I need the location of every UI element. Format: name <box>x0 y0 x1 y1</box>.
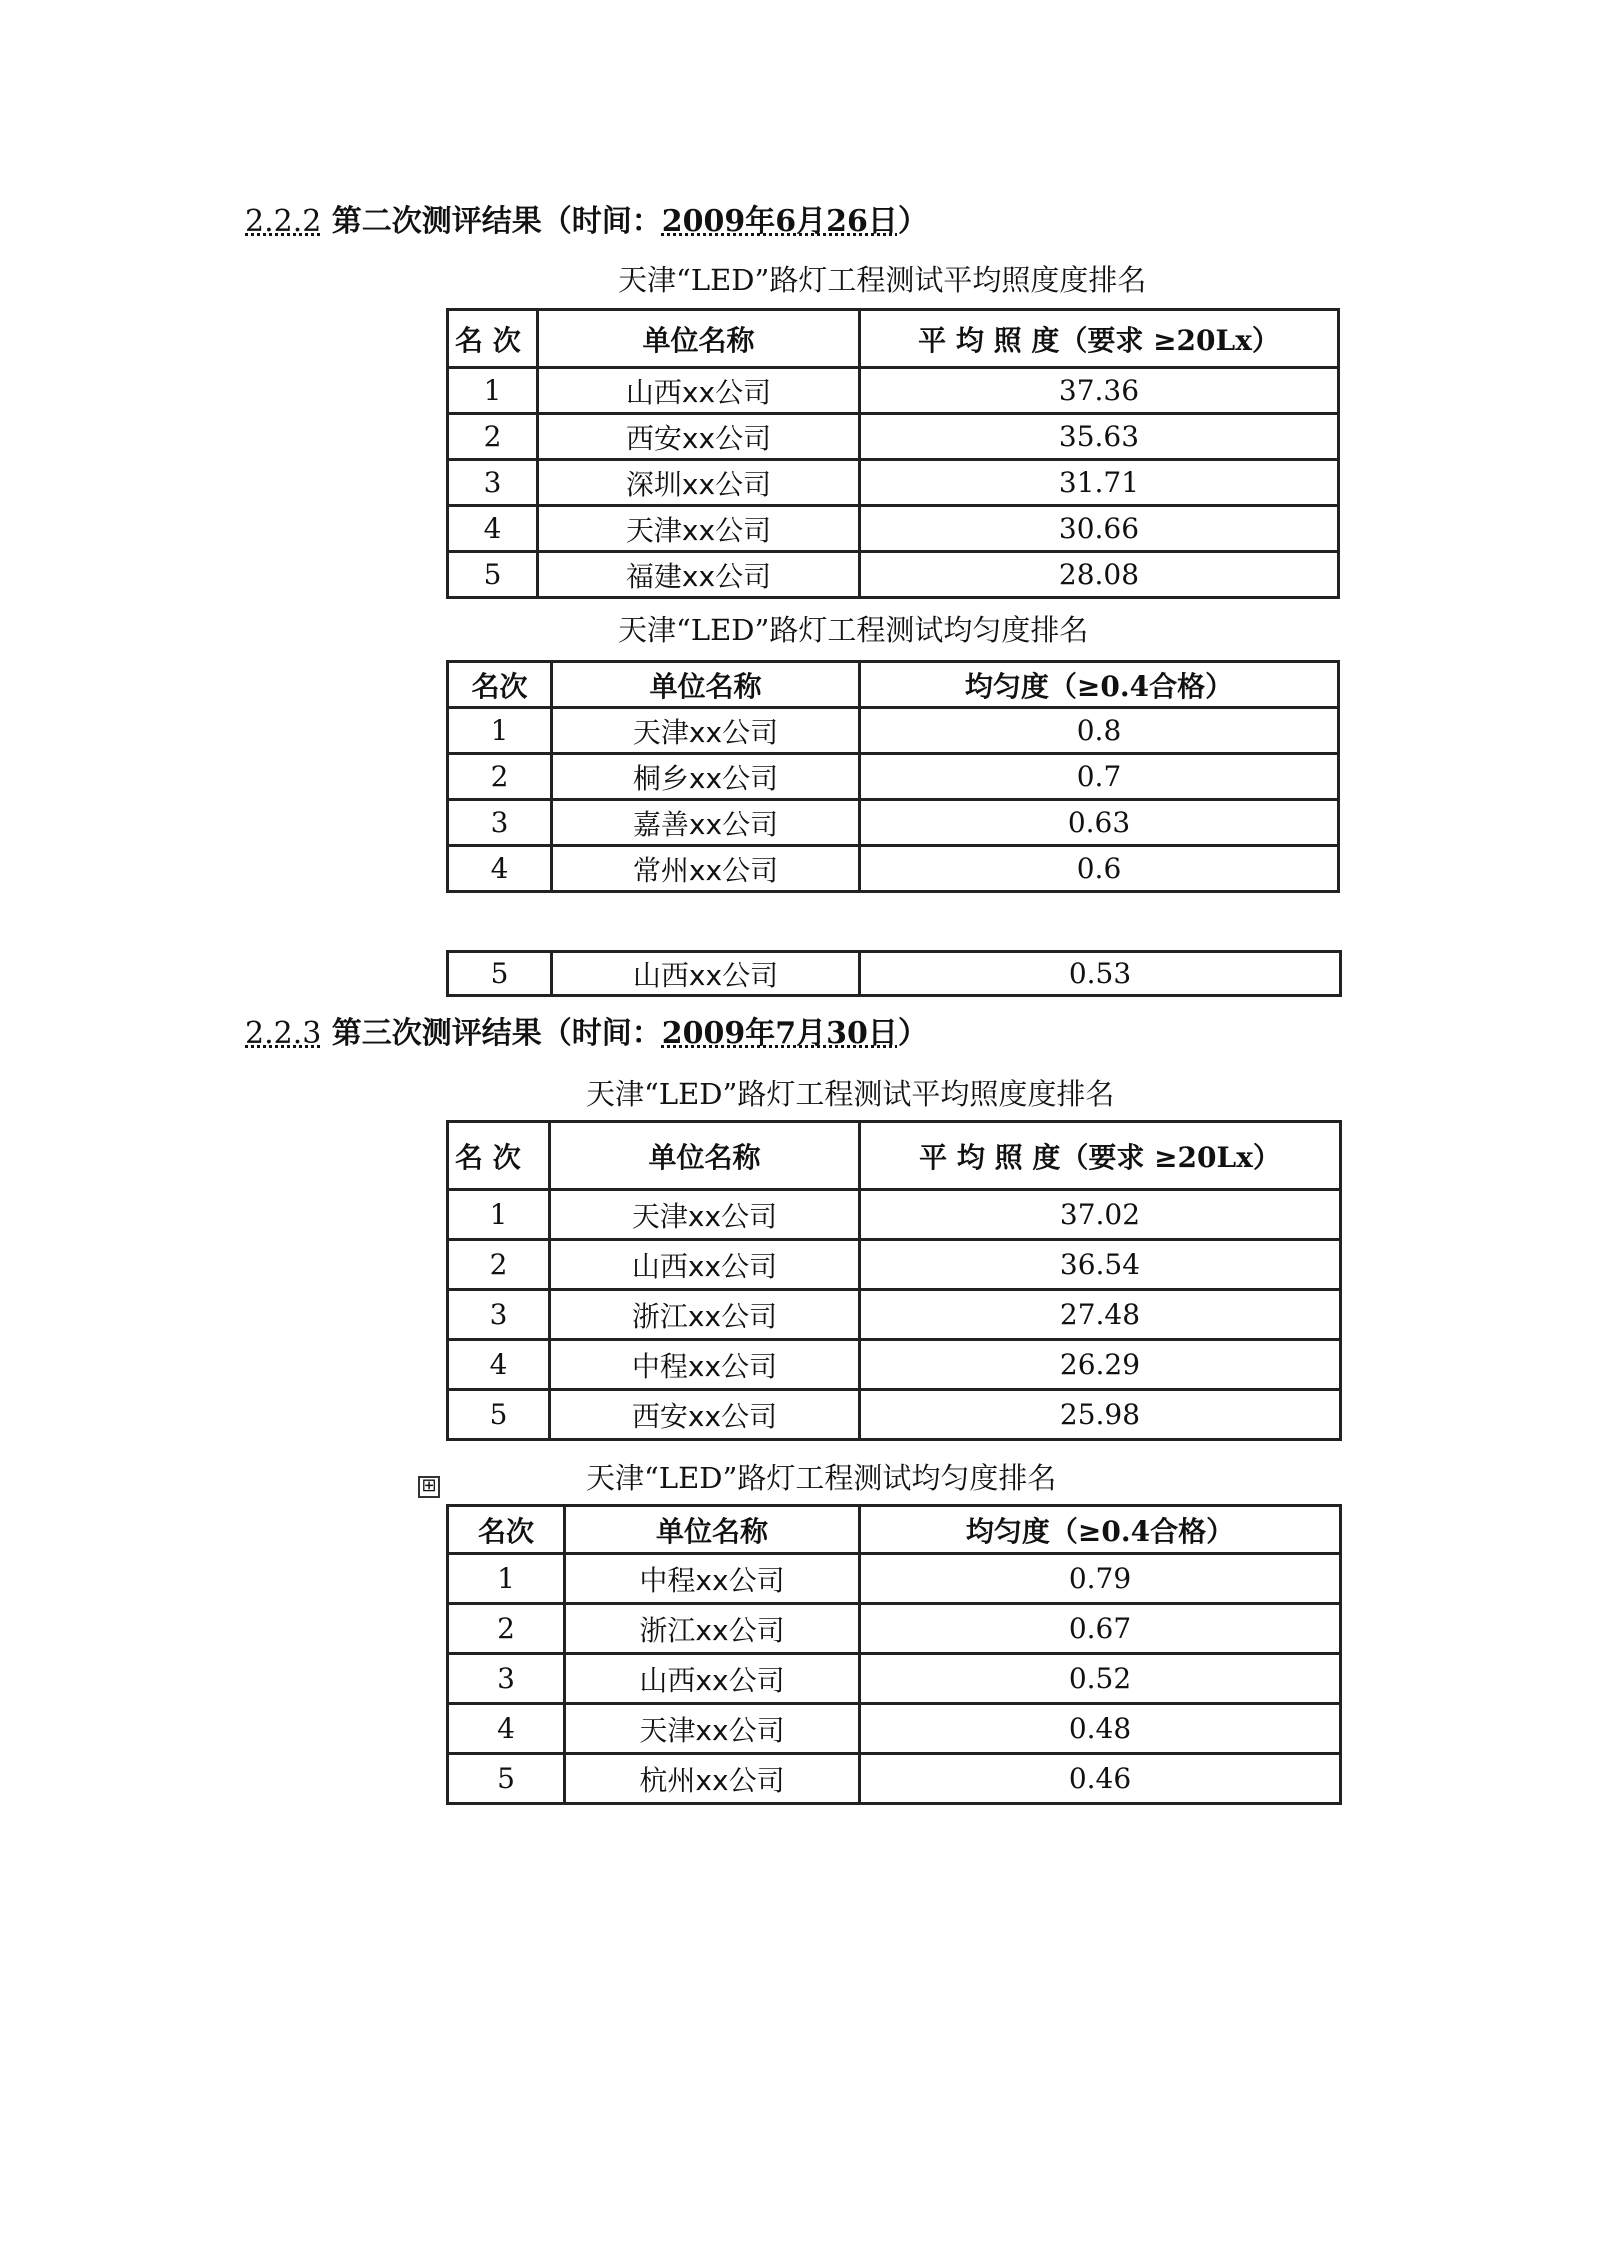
company-cell: 西安xx公司 <box>538 414 860 460</box>
table-caption-brightness-2: 天津“LED”路灯工程测试平均照度度排名 <box>618 263 1147 297</box>
table-row <box>448 1654 1341 1704</box>
section-title-close: ） <box>897 1016 928 1051</box>
value-cell: 0.63 <box>860 800 1339 846</box>
rank-cell: 3 <box>448 1290 550 1340</box>
company-cell: 西安xx公司 <box>550 1390 860 1440</box>
table-row <box>448 1704 1341 1754</box>
uniformity-ranking-table-3 <box>446 1504 1342 1805</box>
header-rank: 名 次 <box>448 1122 550 1190</box>
company-cell: 福建xx公司 <box>538 552 860 598</box>
table-caption-brightness-3: 天津“LED”路灯工程测试平均照度度排名 <box>586 1077 1115 1111</box>
table-row <box>448 800 1339 846</box>
value-cell: 37.02 <box>860 1190 1341 1240</box>
table-row <box>448 754 1339 800</box>
section-number: 2.2.3 <box>245 1016 322 1051</box>
value-cell: 0.48 <box>860 1704 1341 1754</box>
company-cell: 嘉善xx公司 <box>552 800 860 846</box>
header-value: 均匀度（≥0.4合格） <box>860 662 1339 708</box>
table-header-row <box>448 310 1339 368</box>
table-row <box>448 1604 1341 1654</box>
company-cell: 山西xx公司 <box>565 1654 860 1704</box>
value-cell: 0.67 <box>860 1604 1341 1654</box>
rank-cell: 3 <box>448 800 552 846</box>
rank-cell: 2 <box>448 1240 550 1290</box>
company-cell: 天津xx公司 <box>565 1704 860 1754</box>
value-cell: 25.98 <box>860 1390 1341 1440</box>
section-title: 第三次测评结果（时间： <box>331 1016 662 1051</box>
value-cell: 0.46 <box>860 1754 1341 1804</box>
value-cell: 0.6 <box>860 846 1339 892</box>
rank-cell: 4 <box>448 506 538 552</box>
rank-cell: 4 <box>448 1704 565 1754</box>
company-cell: 中程xx公司 <box>565 1554 860 1604</box>
section-date: 2009年7月30日 <box>661 1016 898 1051</box>
company-cell: 山西xx公司 <box>552 952 860 996</box>
rank-cell: 5 <box>448 1390 550 1440</box>
company-cell: 浙江xx公司 <box>550 1290 860 1340</box>
rank-cell: 1 <box>448 708 552 754</box>
company-cell: 桐乡xx公司 <box>552 754 860 800</box>
table-row <box>448 1190 1341 1240</box>
section-title-close: ） <box>897 204 928 239</box>
company-cell: 中程xx公司 <box>550 1340 860 1390</box>
table-row <box>448 1340 1341 1390</box>
table-row <box>448 1754 1341 1804</box>
value-cell: 36.54 <box>860 1240 1341 1290</box>
header-value: 平 均 照 度（要求 ≥20Lx） <box>860 1122 1341 1190</box>
value-cell: 27.48 <box>860 1290 1341 1340</box>
section-title: 第二次测评结果（时间： <box>331 204 662 239</box>
rank-cell: 5 <box>448 952 552 996</box>
table-row <box>448 460 1339 506</box>
table-caption-uniformity-2: 天津“LED”路灯工程测试均匀度排名 <box>618 613 1089 647</box>
company-cell: 天津xx公司 <box>538 506 860 552</box>
header-value: 均匀度（≥0.4合格） <box>860 1506 1341 1554</box>
header-value: 平 均 照 度（要求 ≥20Lx） <box>860 310 1339 368</box>
section-heading-2-2-3 <box>245 1008 928 1052</box>
rank-cell: 3 <box>448 460 538 506</box>
rank-cell: 1 <box>448 368 538 414</box>
company-cell: 杭州xx公司 <box>565 1754 860 1804</box>
table-header-row <box>448 662 1339 708</box>
company-cell: 山西xx公司 <box>550 1240 860 1290</box>
header-company: 单位名称 <box>552 662 860 708</box>
brightness-ranking-table-2 <box>446 308 1340 599</box>
company-cell: 常州xx公司 <box>552 846 860 892</box>
value-cell: 31.71 <box>860 460 1339 506</box>
table-row <box>448 1290 1341 1340</box>
table-row <box>448 368 1339 414</box>
rank-cell: 2 <box>448 754 552 800</box>
section-number: 2.2.2 <box>245 204 322 239</box>
rank-cell: 2 <box>448 1604 565 1654</box>
rank-cell: 4 <box>448 1340 550 1390</box>
value-cell: 0.8 <box>860 708 1339 754</box>
brightness-ranking-table-3 <box>446 1120 1342 1441</box>
rank-cell: 3 <box>448 1654 565 1704</box>
value-cell: 26.29 <box>860 1340 1341 1390</box>
header-company: 单位名称 <box>565 1506 860 1554</box>
table-move-handle-icon[interactable]: ⊞ <box>418 1476 440 1498</box>
table-row <box>448 1554 1341 1604</box>
uniformity-ranking-table-2 <box>446 660 1340 893</box>
value-cell: 35.63 <box>860 414 1339 460</box>
value-cell: 0.7 <box>860 754 1339 800</box>
section-heading-2-2-2 <box>245 196 928 240</box>
table-row <box>448 414 1339 460</box>
uniformity-ranking-table-2-continued <box>446 950 1342 997</box>
value-cell: 30.66 <box>860 506 1339 552</box>
value-cell: 37.36 <box>860 368 1339 414</box>
table-header-row <box>448 1506 1341 1554</box>
table-row <box>448 1390 1341 1440</box>
header-rank: 名次 <box>448 662 552 708</box>
value-cell: 0.53 <box>860 952 1341 996</box>
company-cell: 山西xx公司 <box>538 368 860 414</box>
company-cell: 天津xx公司 <box>550 1190 860 1240</box>
rank-cell: 5 <box>448 552 538 598</box>
table-row <box>448 506 1339 552</box>
table-caption-uniformity-3: 天津“LED”路灯工程测试均匀度排名 <box>586 1461 1057 1495</box>
header-rank: 名次 <box>448 1506 565 1554</box>
value-cell: 0.79 <box>860 1554 1341 1604</box>
rank-cell: 1 <box>448 1554 565 1604</box>
value-cell: 28.08 <box>860 552 1339 598</box>
company-cell: 深圳xx公司 <box>538 460 860 506</box>
table-row <box>448 1240 1341 1290</box>
section-date: 2009年6月26日 <box>661 204 898 239</box>
table-row <box>448 552 1339 598</box>
header-company: 单位名称 <box>538 310 860 368</box>
rank-cell: 2 <box>448 414 538 460</box>
header-company: 单位名称 <box>550 1122 860 1190</box>
rank-cell: 1 <box>448 1190 550 1240</box>
table-row <box>448 708 1339 754</box>
company-cell: 浙江xx公司 <box>565 1604 860 1654</box>
rank-cell: 5 <box>448 1754 565 1804</box>
header-rank: 名 次 <box>448 310 538 368</box>
table-row <box>448 846 1339 892</box>
value-cell: 0.52 <box>860 1654 1341 1704</box>
table-header-row <box>448 1122 1341 1190</box>
company-cell: 天津xx公司 <box>552 708 860 754</box>
rank-cell: 4 <box>448 846 552 892</box>
table-row <box>448 952 1341 996</box>
